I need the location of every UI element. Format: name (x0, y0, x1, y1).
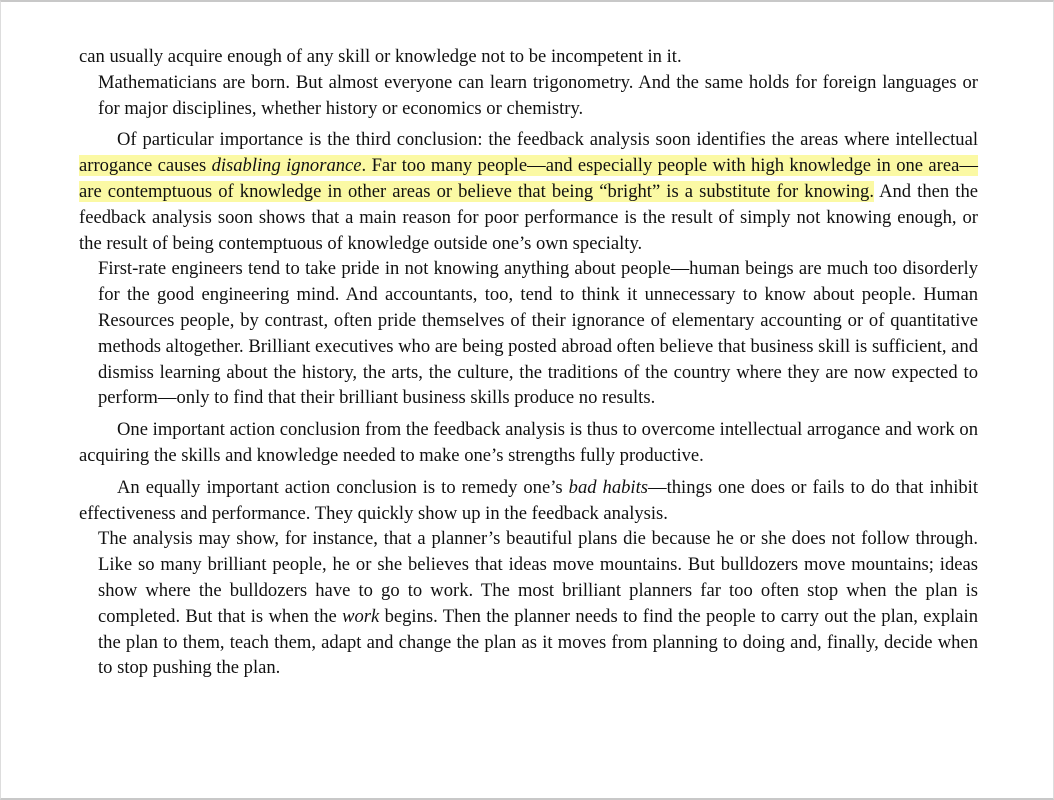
paragraph-planner-rest: begins. Then the planner needs to find the people to carry out the plan, explain the plan to them, teach them, adapt and change the plan as it moves from planning to doing and, finally, decide when to stop pushing the plan. (98, 605, 978, 679)
paragraph-planner-intro: The analysis may show, for instance, that a planner’s beautiful plans die because he or she does not follow through. Like so many brilliant people, he or she believes that ideas move mountains. But bulldozers move mountains; ideas show where the bulldozers have to go to work. The most brilliant planners far too often stop when the plan is completed. But that is when the (98, 528, 978, 627)
highlighted-text-end: . Far too many people—and especially people with high knowledge in one area—are contemptuous of knowledge in other areas or believe that being “bright” is a substitute for knowing. (79, 155, 978, 202)
highlighted-passage[interactable] (79, 155, 978, 202)
paragraph-continuation: can usually acquire enough of any skill or knowledge not to be incompetent in it. (79, 46, 682, 67)
paragraph-action-conclusion: One important action conclusion from the feedback analysis is thus to overcome intellectual arrogance and work on acquiring the skills and knowledge needed to make one’s strengths fully productive. (79, 419, 978, 466)
paragraph-planner (98, 526, 978, 681)
bad-habits-emphasis: bad habits (568, 476, 648, 498)
paragraph-engineers: First-rate engineers tend to take pride in not knowing anything about people—human beings are much too disorderly for the good engineering mind. And accountants, too, tend to think it unnecessary to know about people. Human Resources people, by contrast, often pride themselves of their ignorance of elementary accounting or of quantitative methods altogether. Brilliant executives who are being posted abroad often believe that business skill is sufficient, and dismiss learning about the history, the arts, the culture, the traditions of the country where they are now expected to perform—only to find that their brilliant business skills produce no results. (98, 258, 978, 409)
paragraph-third-conclusion-rest: And then the feedback analysis soon shows that a main reason for poor performance is the result of simply not knowing enough, or the result of being contemptuous of knowledge outside one’s own specialty. (79, 180, 978, 254)
paragraph-bad-habits (79, 475, 978, 527)
document-body (79, 44, 978, 681)
paragraph-mathematicians: Mathematicians are born. But almost everyone can learn trigonometry. And the same holds for foreign languages or for major disciplines, whether history or economics or chemistry. (98, 71, 978, 119)
highlighted-emphasis: disabling ignorance (211, 155, 362, 177)
paragraph-third-conclusion-intro: Of particular importance is the third conclusion: the feedback analysis soon identifies the areas where intellectual (117, 129, 978, 151)
paragraph-bad-habits-intro: An equally important action conclusion is to remedy one’s (117, 476, 569, 498)
paragraph-third-conclusion (79, 127, 978, 256)
paragraph-bad-habits-rest: —things one does or fails to do that inhibit effectiveness and performance. They quickly show up in the feedback analysis. (79, 476, 978, 524)
highlighted-text-start: arrogance causes (79, 155, 212, 177)
work-emphasis: work (342, 605, 380, 627)
